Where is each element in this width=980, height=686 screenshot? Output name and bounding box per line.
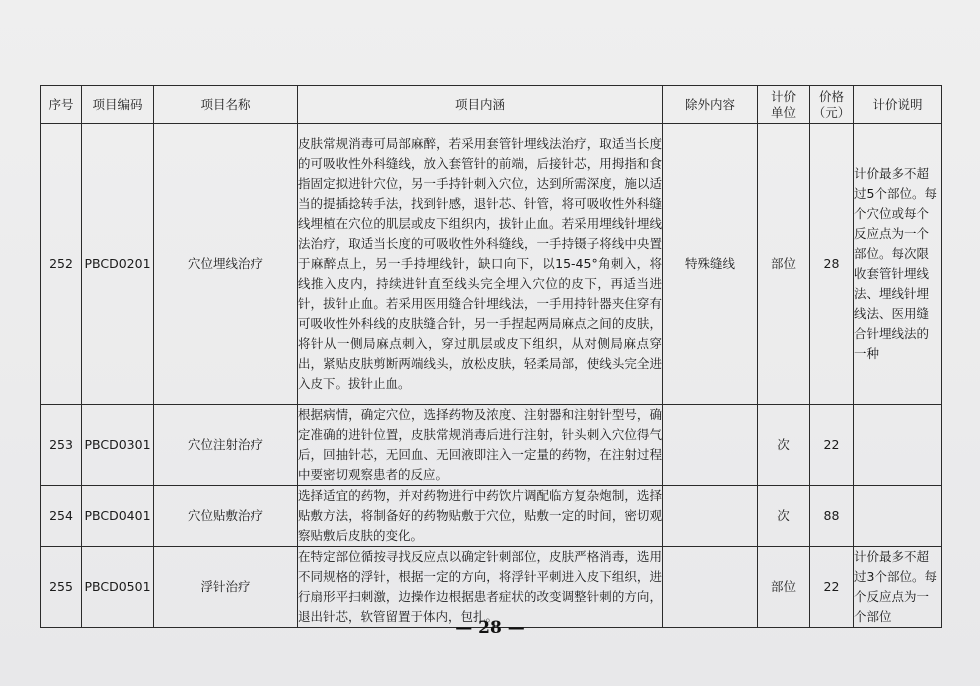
table-row [41, 547, 942, 628]
row-seq: 252 [41, 124, 82, 405]
header-price [810, 86, 854, 124]
row-exclude [663, 486, 758, 547]
row-seq: 253 [41, 405, 82, 486]
row-name: 穴位贴敷治疗 [154, 486, 298, 547]
row-code: PBCD0501 [82, 547, 154, 628]
row-name: 穴位埋线治疗 [154, 124, 298, 405]
table-row [41, 486, 942, 547]
header-content: 项目内涵 [298, 86, 663, 124]
row-note: 计价最多不超过5个部位。每个穴位或每个反应点为一个部位。每次限收套管针埋线法、埋线针埋线法、医用缝合针埋线法的一种 [854, 124, 942, 405]
row-price: 88 [810, 486, 854, 547]
row-name: 穴位注射治疗 [154, 405, 298, 486]
row-price: 28 [810, 124, 854, 405]
row-content: 根据病情，确定穴位，选择药物及浓度、注射器和注射针型号，确定准确的进针位置，皮肤常规消毒后进行注射，针头刺入穴位得气后，回抽针芯，无回血、无回液即注入一定量的药物，在注射过程中要密切观察患者的反应。 [298, 405, 663, 486]
row-code: PBCD0401 [82, 486, 154, 547]
header-price-line2: （元） [812, 104, 851, 120]
header-note: 计价说明 [854, 86, 942, 124]
header-code: 项目编码 [82, 86, 154, 124]
header-price-line1: 价格 [818, 88, 844, 104]
row-name: 浮针治疗 [154, 547, 298, 628]
header-seq: 序号 [41, 86, 82, 124]
table-row [41, 124, 942, 405]
row-content: 在特定部位循按寻找反应点以确定针刺部位，皮肤严格消毒，选用不同规格的浮针，根据一定的方向，将浮针平刺进入皮下组织，进行扇形平扫刺激，边操作边根据患者症状的改变调整针刺的方向，退出针芯，软管留置于体内，包扎。 [298, 547, 663, 628]
row-content: 选择适宜的药物，并对药物进行中药饮片调配临方复杂炮制，选择贴敷方法，将制备好的药物贴敷于穴位，贴敷一定的时间，密切观察贴敷后皮肤的变化。 [298, 486, 663, 547]
header-unit-line2: 单位 [770, 104, 796, 120]
row-content: 皮肤常规消毒可局部麻醉，若采用套管针埋线法治疗，取适当长度的可吸收性外科缝线，放入套管针的前端，后接针芯，用拇指和食指固定拟进针穴位，另一手持针刺入穴位，达到所需深度，施以适当的提插捻转手法，找到针感，退针芯、针管，将可吸收性外科缝线埋植在穴位的肌层或皮下组织内，拔针止血。若采用埋线针埋线法治疗，取适当长度的可吸收性外科缝线，一手持镊子将线中央置于麻醉点上，另一手持埋线针，缺口向下，以15-45°角刺入，将线推入皮内，持续进针直至线头完全埋入穴位的皮下，再适当进针，拔针止血。若采用医用缝合针埋线法，一手用持针器夹住穿有可吸收性外科线的皮肤缝合针，另一手捏起两局麻点之间的皮肤，将针从一侧局麻点刺入，穿过肌层或皮下组织，从对侧局麻点穿出，紧贴皮肤剪断两端线头，放松皮肤，轻柔局部，使线头完全进入皮下。拔针止血。 [298, 124, 663, 405]
header-unit [758, 86, 810, 124]
row-price: 22 [810, 405, 854, 486]
row-note: 计价最多不超过3个部位。每个反应点为一个部位 [854, 547, 942, 628]
price-table [40, 85, 942, 628]
row-exclude: 特殊缝线 [663, 124, 758, 405]
table-row [41, 405, 942, 486]
row-seq: 254 [41, 486, 82, 547]
header-exclude: 除外内容 [663, 86, 758, 124]
row-note [854, 486, 942, 547]
page-number: — 28 — [455, 618, 525, 638]
row-seq: 255 [41, 547, 82, 628]
header-unit-line1: 计价 [770, 88, 796, 104]
header-name: 项目名称 [154, 86, 298, 124]
header-row [41, 86, 942, 124]
row-unit: 次 [758, 405, 810, 486]
row-price: 22 [810, 547, 854, 628]
row-unit: 部位 [758, 547, 810, 628]
row-exclude [663, 547, 758, 628]
row-code: PBCD0301 [82, 405, 154, 486]
row-code: PBCD0201 [82, 124, 154, 405]
row-exclude [663, 405, 758, 486]
row-unit: 次 [758, 486, 810, 547]
row-unit: 部位 [758, 124, 810, 405]
row-note [854, 405, 942, 486]
